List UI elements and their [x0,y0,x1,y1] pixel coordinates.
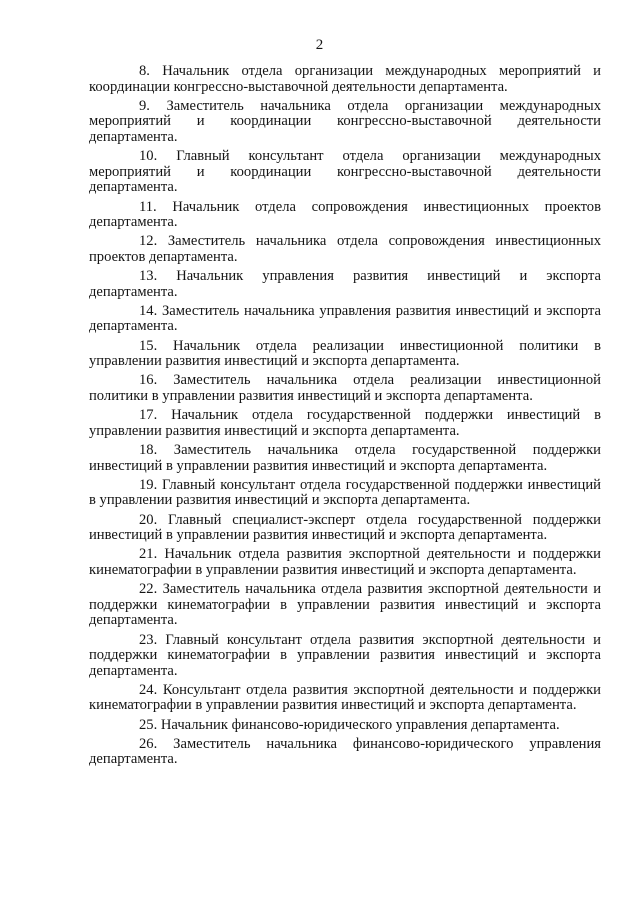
list-item: 23. Главный консультант отдела развития экспортной деятельности и поддержки кинематографии в управлении развития инвестиций и экспорта департамента. [89,631,601,679]
list-item: 22. Заместитель начальника отдела развития экспортной деятельности и поддержки кинематографии в управлении развития инвестиций и экспорта департамента. [89,581,601,629]
list-item: 25. Начальник финансово-юридического управления департамента. [139,716,560,733]
list-item: 10. Главный консультант отдела организации международных мероприятий и координации конгрессно-выставочной деятельности департамента. [89,148,601,196]
list-item: 15. Начальник отдела реализации инвестиционной политики в управлении развития инвестиций и экспорта департамента. [89,337,601,370]
list-item: 12. Заместитель начальника отдела сопровождения инвестиционных проектов департамента. [89,233,601,265]
list-item: 17. Начальник отдела государственной поддержки инвестиций в управлении развития инвестиций и экспорта департамента. [89,407,601,439]
list-item: 20. Главный специалист-эксперт отдела государственной поддержки инвестиций в управлении развития инвестиций и экспорта департамента. [89,511,601,544]
list-item: 9. Заместитель начальника отдела организации международных мероприятий и координации конгрессно-выставочной деятельности департамента. [89,97,601,145]
page-number: 2 [315,37,324,53]
list-item: 8. Начальник отдела организации международных мероприятий и координации конгрессно-выставочной деятельности департамента. [89,63,601,95]
list-item: 18. Заместитель начальника отдела государственной поддержки инвестиций в управлении развития инвестиций и экспорта департамента. [89,442,601,474]
position-list [89,64,601,772]
list-item: 19. Главный консультант отдела государственной поддержки инвестиций в управлении развития инвестиций и экспорта департамента. [89,476,601,509]
list-item: 21. Начальник отдела развития экспортной деятельности и поддержки кинематографии в управлении развития инвестиций и экспорта департамента. [89,546,601,578]
list-item: 13. Начальник управления развития инвестиций и экспорта департамента. [89,268,601,300]
list-item: 16. Заместитель начальника отдела реализации инвестиционной политики в управлении развития инвестиций и экспорта департамента. [89,372,601,405]
list-item: 11. Начальник отдела сопровождения инвестиционных проектов департамента. [89,198,601,231]
list-item: 26. Заместитель начальника финансово-юридического управления департамента. [89,735,601,768]
list-item: 24. Консультант отдела развития экспортной деятельности и поддержки кинематографии в управлении развития инвестиций и экспорта департамента. [89,681,601,714]
list-item: 14. Заместитель начальника управления развития инвестиций и экспорта департамента. [89,302,601,335]
